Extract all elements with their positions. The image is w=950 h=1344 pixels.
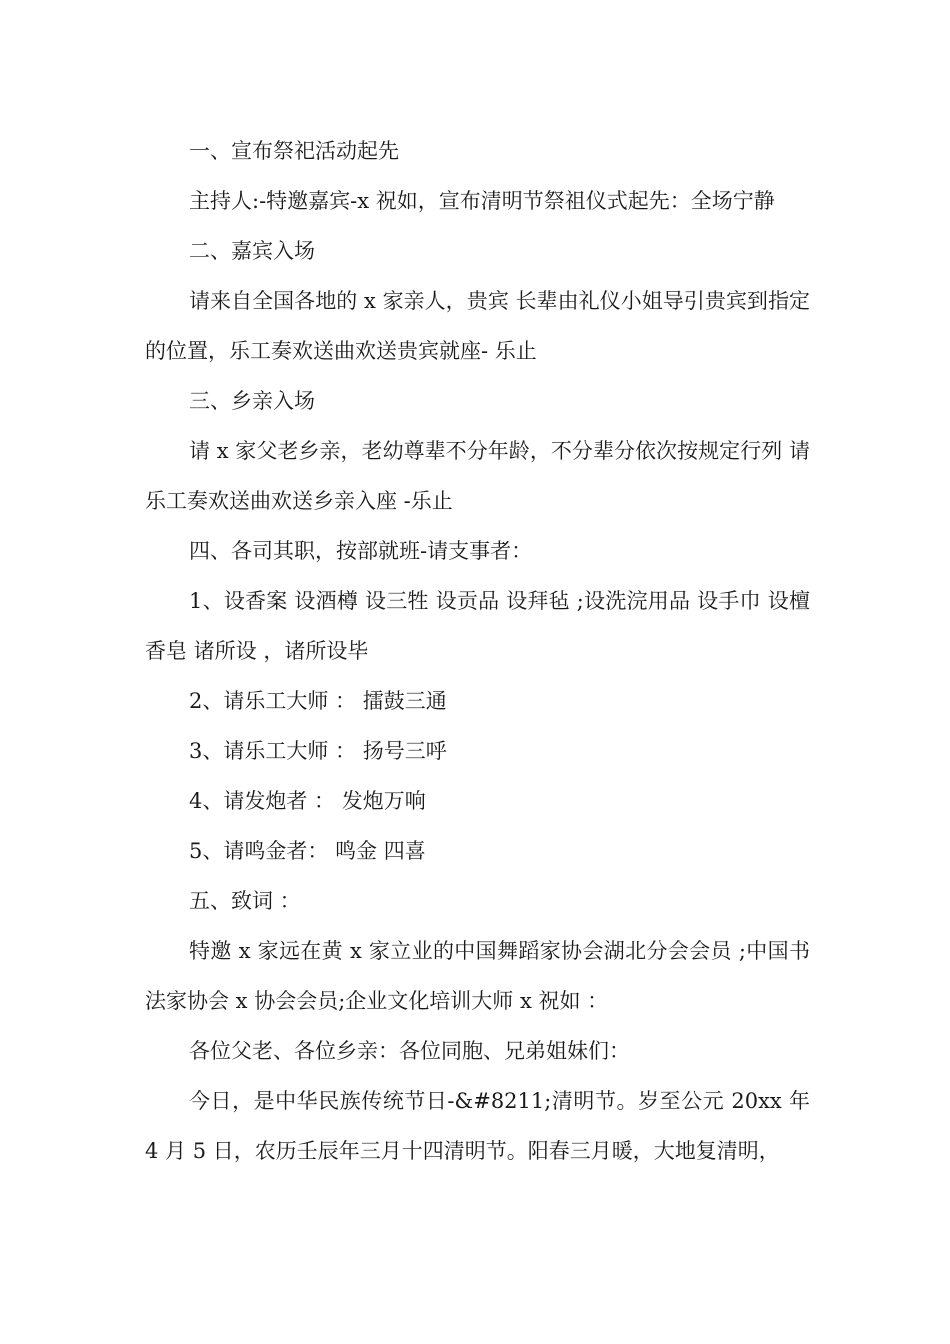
section-heading-speech: 五、致词 ： xyxy=(189,889,301,913)
villagers-entry-text: 请 x 家父老乡亲，老幼尊辈不分年龄，不分辈分依次按规定行列 请乐工奏欢送曲欢送乡亲入座 -乐止 xyxy=(145,439,810,513)
speaker-introduction: 特邀 x 家远在黄 x 家立业的中国舞蹈家协会湖北分会会员 ;中国书法家协会 x 协会会员;企业文化培训大师 x 祝如 ： xyxy=(145,939,810,1013)
section-heading-duties: 四、各司其职，按部就班-请支事者： xyxy=(189,539,533,563)
host-announcement: 主持人:-特邀嘉宾-x 祝如，宣布清明节祭祖仪式起先：全场宁静 xyxy=(189,189,775,213)
duty-item-4: 4、请发炮者 ： 发炮万响 xyxy=(189,789,426,813)
duty-item-1: 1、设香案 设酒樽 设三牲 设贡品 设拜毡 ;设洗浣用品 设手巾 设檀香皂 诸所设 ，诸所设毕 xyxy=(145,589,810,663)
duty-item-2: 2、请乐工大师 ： 擂鼓三通 xyxy=(189,689,447,713)
guests-entry-text: 请来自全国各地的 x 家亲人，贵宾 长辈由礼仪小姐导引贵宾到指定的位置，乐工奏欢送曲欢送贵宾就座- 乐止 xyxy=(145,289,810,363)
section-heading-announce: 一、宣布祭祀活动起先 xyxy=(189,139,399,163)
duty-item-5: 5、请鸣金者： 鸣金 四喜 xyxy=(189,839,426,863)
speech-body: 今日，是中华民族传统节日-&#8211;清明节。岁至公元 20xx 年 4 月 5 日，农历壬辰年三月十四清明节。阳春三月暖，大地复清明， xyxy=(145,1089,810,1163)
section-heading-guests: 二、嘉宾入场 xyxy=(189,239,315,263)
duty-item-3: 3、请乐工大师 ： 扬号三呼 xyxy=(189,739,447,763)
speech-greeting: 各位父老、各位乡亲：各位同胞、兄弟姐妹们： xyxy=(189,1039,630,1063)
document-body xyxy=(145,126,810,1176)
section-heading-villagers: 三、乡亲入场 xyxy=(189,389,315,413)
